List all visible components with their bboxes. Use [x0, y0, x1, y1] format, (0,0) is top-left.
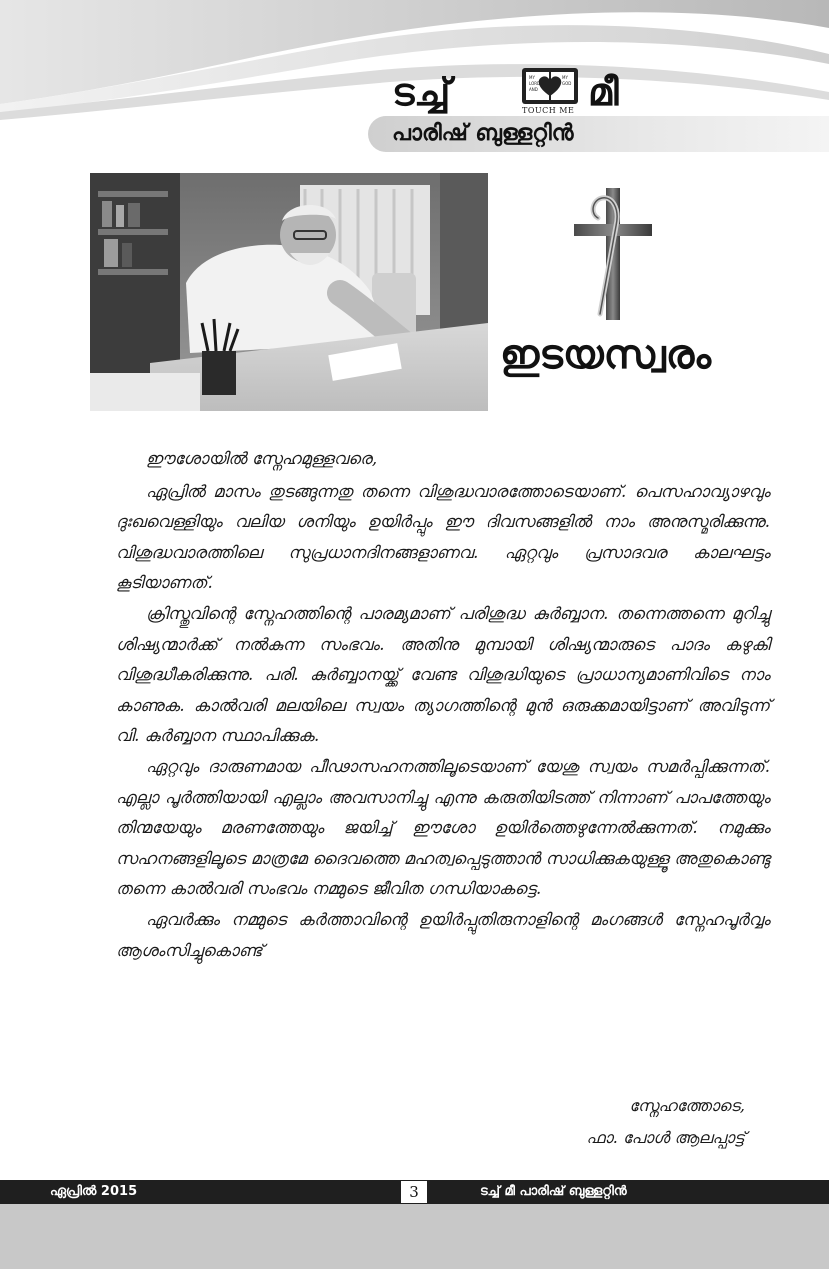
- section-title: ഇടയസ്വരം: [500, 332, 712, 378]
- svg-text:MY: MY: [529, 75, 535, 80]
- letter-author: ഫാ. പോൾ ആലപ്പാട്ട്: [586, 1128, 745, 1147]
- masthead-tagline: TOUCH ME: [522, 106, 575, 115]
- footer-publication-name: ടച്ച് മീ പാരിഷ് ബുള്ളറ്റിൻ: [480, 1184, 627, 1199]
- letter-paragraph: ഏപ്രിൽ മാസം തുടങ്ങുന്നതു തന്നെ വിശുദ്ധവാരത്തോടെയാണ്. പെസഹാവ്യാഴവും ദുഃഖവെള്ളിയും വലിയ ശനിയും ഉയിർപ്പും ഈ ദിവസങ്ങളിൽ നാം അനുസ്മരിക്കുന്നു. വിശുദ്ധവാരത്തിലെ സുപ്രധാനദിനങ്ങളാണവ. ഏറ്റവും പ്രസാദവര കാലഘട്ടം കൂടിയാണത്.: [116, 481, 770, 593]
- letter-salutation: ഈശോയിൽ സ്നേഹമുള്ളവരെ,: [146, 449, 378, 468]
- footer-gray-band: [0, 1204, 829, 1269]
- priest-at-desk-photo: [90, 173, 488, 411]
- letter-paragraph: ഏവർക്കും നമ്മുടെ കർത്താവിന്റെ ഉയിർപ്പുതിരുനാളിന്റെ മംഗങ്ങൾ സ്നേഹപൂർവ്വം ആശംസിച്ചുകൊണ്ട്: [116, 909, 770, 960]
- pastoral-letter: [116, 444, 770, 966]
- footer-issue-date: ഏപ്രിൽ 2015: [50, 1184, 138, 1199]
- footer-page-number: 3: [401, 1181, 427, 1203]
- svg-text:GOD: GOD: [562, 81, 572, 86]
- cross-with-shepherd-staff-icon: [572, 186, 654, 322]
- masthead-title-left: ടച്ച്: [392, 70, 451, 114]
- letter-closing: സ്നേഹത്തോടെ,: [629, 1096, 745, 1115]
- masthead: [392, 60, 692, 120]
- letter-paragraph: ഏറ്റവും ദാരുണമായ പീഢാസഹനത്തിലൂടെയാണ് യേശു സ്വയം സമർപ്പിക്കുന്നത്. എല്ലാ പൂർത്തിയായി എല്ലാം അവസാനിച്ചു എന്നു കരുതിയിടത്ത് നിന്നാണ് പാപത്തേയും തിന്മയേയും മരണത്തേയും ജയിച്ച് ഈശോ ഉയിർത്തെഴുന്നേൽക്കുന്നത്. നമുക്കും സഹനങ്ങളിലൂടെ മാത്രമേ ദൈവത്തെ മഹത്വപ്പെടുത്താൻ സാധിക്കുകയുള്ളൂ അതുകൊണ്ടു തന്നെ കാൽവരി സംഭവം നമ്മുടെ ജീവിത ഗന്ധിയാകട്ടെ.: [116, 756, 770, 899]
- masthead-title-right: മീ: [588, 70, 619, 114]
- open-bible-heart-logo-icon: [520, 66, 580, 106]
- bulletin-title: പാരിഷ് ബുള്ളറ്റിൻ: [392, 121, 574, 146]
- svg-text:LORD: LORD: [529, 81, 541, 86]
- svg-text:AND: AND: [529, 87, 538, 92]
- letter-paragraph: ക്രിസ്തുവിന്റെ സ്നേഹത്തിന്റെ പാരമ്യമാണ് പരിശുദ്ധ കുർബ്ബാന. തന്നെത്തന്നെ മുറിച്ചു ശിഷ്യന്മാർക്ക് നൽകുന്ന സംഭവം. അതിനു മുമ്പായി ശിഷ്യന്മാരുടെ പാദം കഴുകി വിശുദ്ധീകരിക്കുന്നു. പരി. കുർബ്ബാനയ്ക്ക് വേണ്ട വിശുദ്ധിയുടെ പ്രാധാന്യമാണിവിടെ നാം കാണുക. കാൽവരി മലയിലെ സ്വയം ത്യാഗത്തിന്റെ മുൻ ഒരുക്കമായിട്ടാണ് അവിടുന്ന് വി. കുർബ്ബാന സ്ഥാപിക്കുക.: [116, 603, 770, 746]
- svg-text:MY: MY: [562, 75, 568, 80]
